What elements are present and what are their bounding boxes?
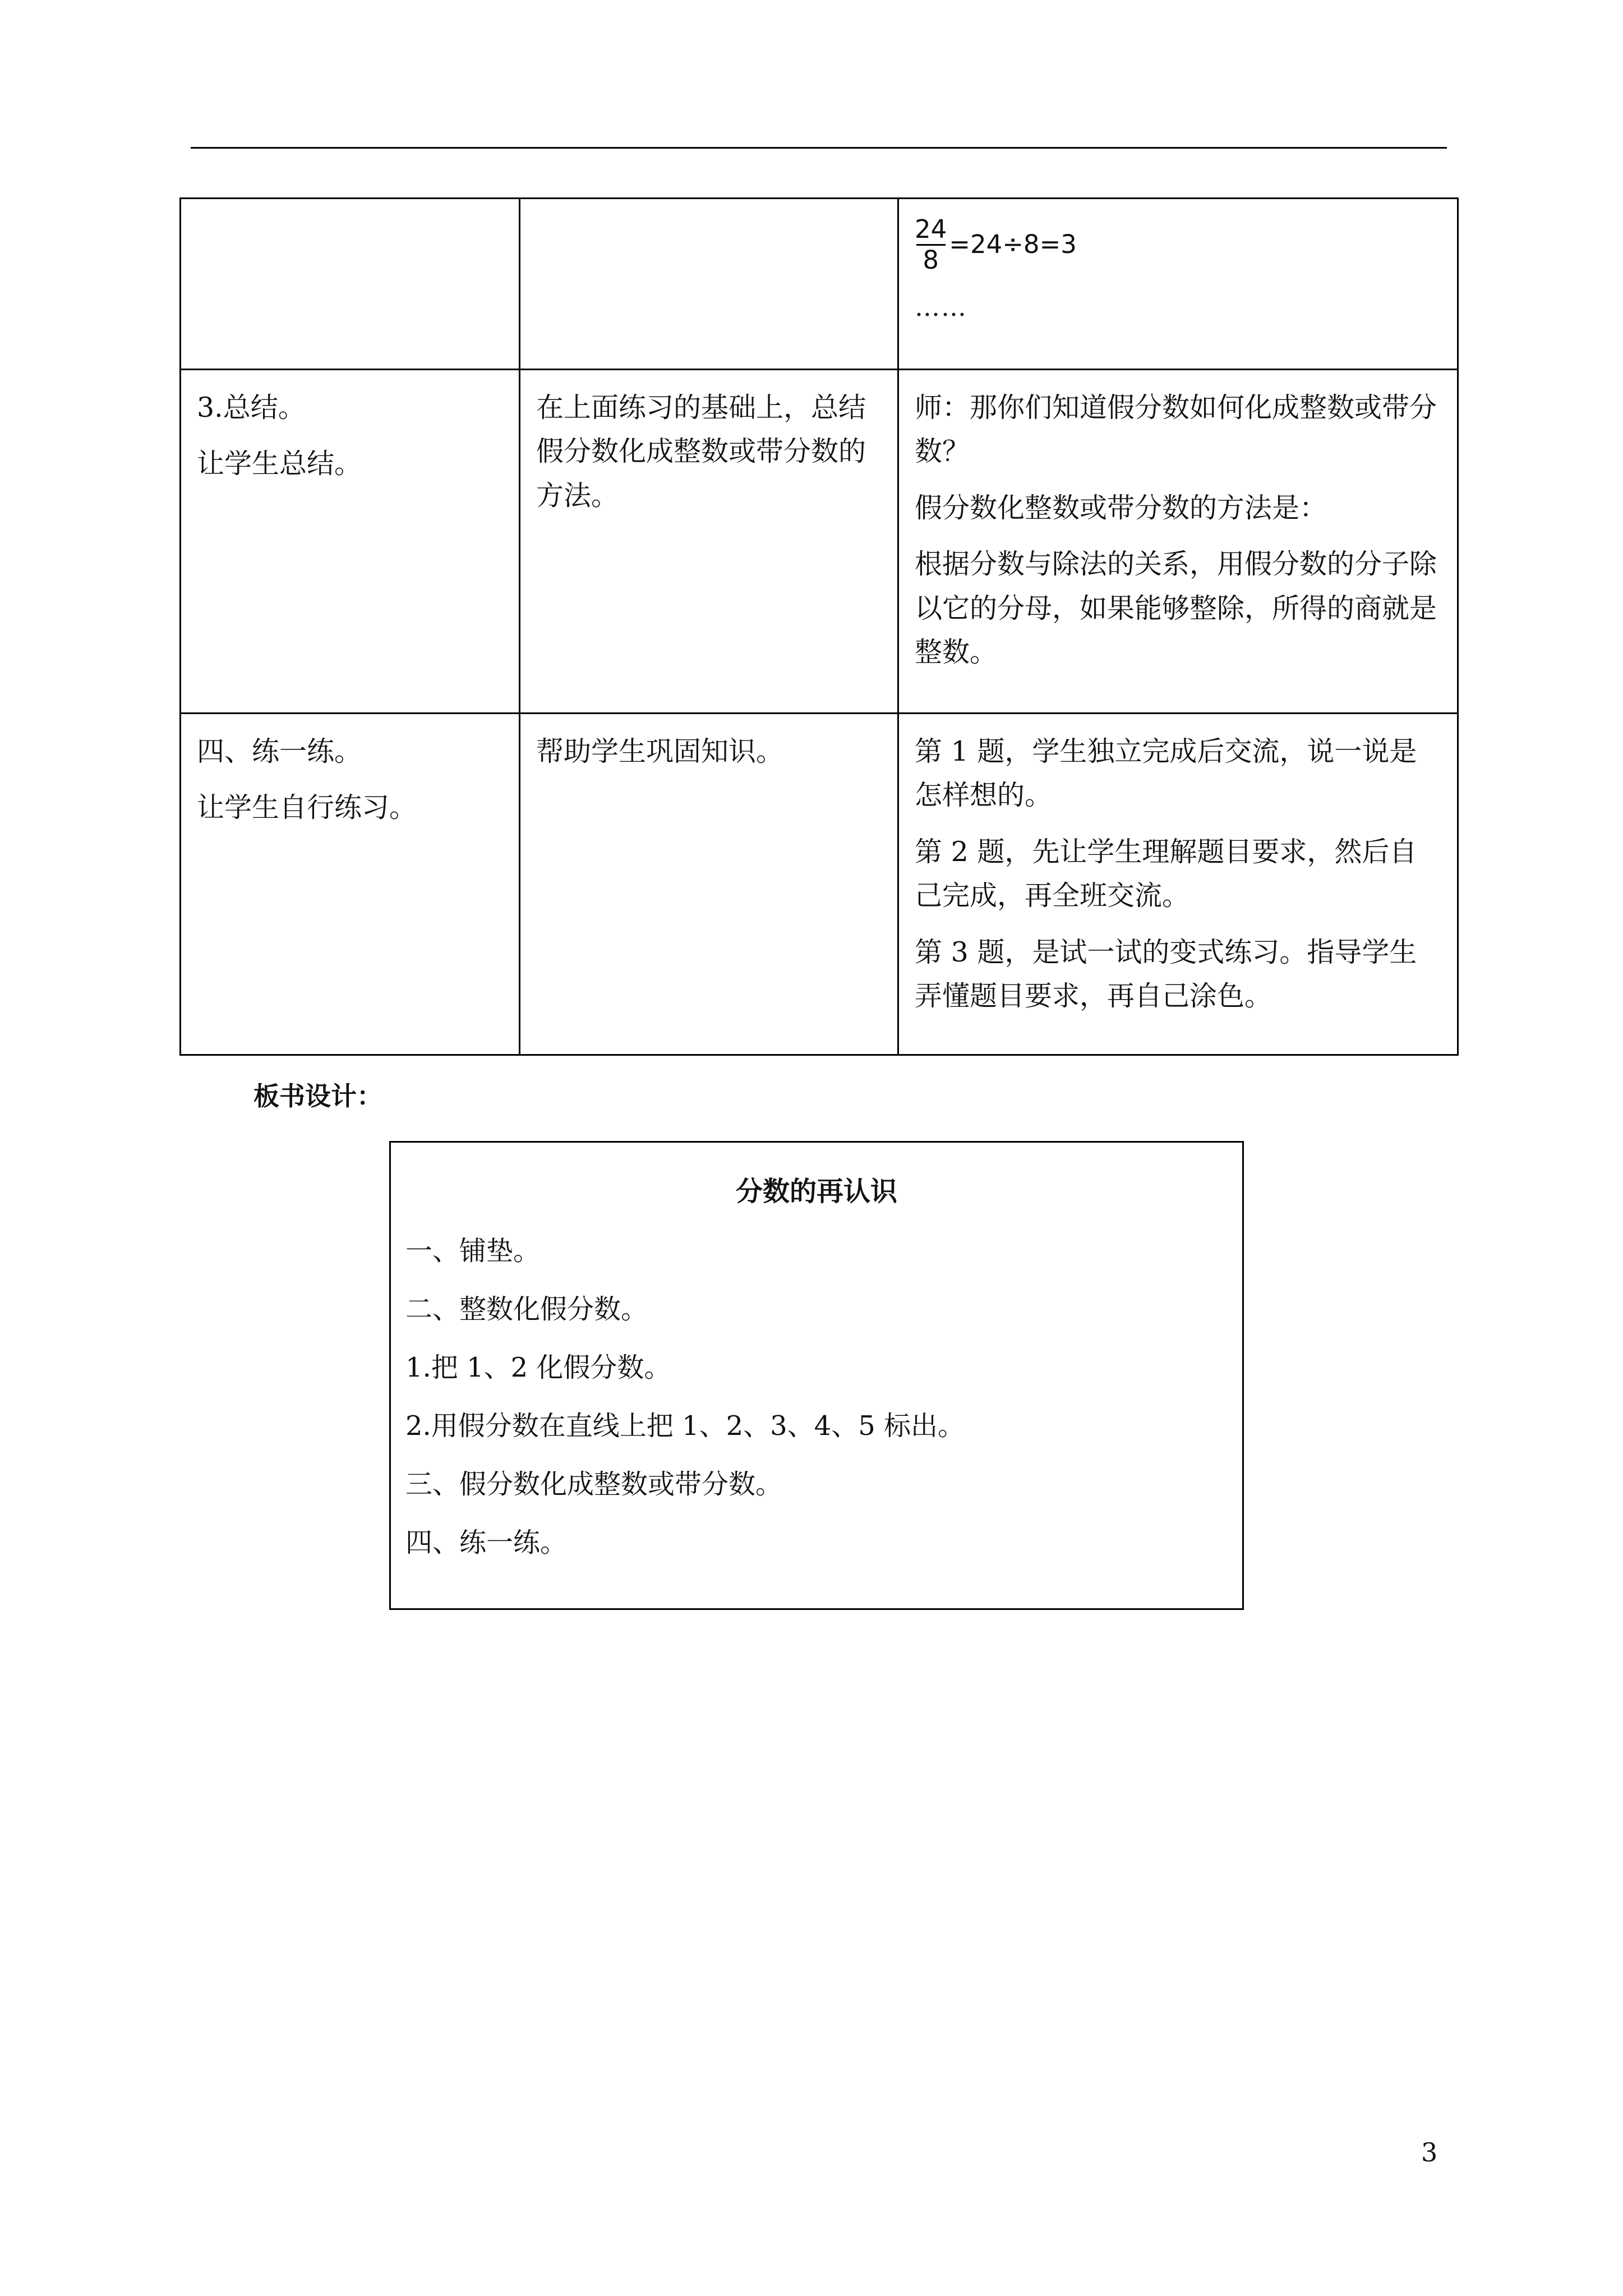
ellipsis: …… (915, 292, 967, 322)
fraction-denominator: 8 (923, 245, 939, 275)
table-row-summary (181, 370, 1458, 714)
fraction (915, 215, 947, 275)
summary-method-heading: 假分数化整数或带分数的方法是： (915, 491, 1327, 524)
board-line-3: 1.把 1、2 化假分数。 (405, 1352, 671, 1383)
board-line-1: 一、铺垫。 (405, 1235, 541, 1267)
cell-summary-intent (520, 370, 898, 714)
board-design-box (389, 1141, 1244, 1610)
cell-empty-1 (181, 199, 520, 370)
summary-method-text: 根据分数与除法的关系，用假分数的分子除以它的分母，如果能够整除，所得的商就是整数。 (915, 548, 1437, 668)
summary-activity: 让学生总结。 (197, 448, 362, 480)
fraction-equation (915, 215, 1441, 275)
summary-intent-text: 在上面练习的基础上，总结假分数化成整数或带分数的方法。 (536, 392, 866, 512)
cell-empty-2 (520, 199, 898, 370)
page-number: 3 (1421, 2137, 1438, 2168)
board-design-label: 板书设计： (253, 1081, 382, 1111)
fraction-expression: =24÷8=3 (949, 229, 1077, 260)
cell-summary-step (181, 370, 520, 714)
header-rule (191, 147, 1447, 149)
table-row-practice (181, 714, 1458, 1055)
practice-heading: 四、练一练。 (197, 735, 362, 767)
cell-practice-step (181, 714, 520, 1055)
practice-item-3: 第 3 题，是试一试的变式练习。指导学生弄懂题目要求，再自己涂色。 (915, 936, 1417, 1012)
cell-fraction (898, 199, 1458, 370)
board-title: 分数的再认识 (735, 1176, 897, 1207)
fraction-numerator: 24 (915, 214, 947, 244)
summary-question: 师：那你们知道假分数如何化成整数或带分数？ (915, 392, 1437, 468)
board-line-5: 三、假分数化成整数或带分数。 (405, 1469, 783, 1500)
table-row-fraction (181, 199, 1458, 370)
practice-item-1: 第 1 题，学生独立完成后交流，说一说是怎样想的。 (915, 735, 1417, 812)
lesson-table (179, 197, 1459, 1056)
cell-summary-process (898, 370, 1458, 714)
practice-item-2: 第 2 题，先让学生理解题目要求，然后自己完成，再全班交流。 (915, 835, 1417, 912)
cell-practice-intent (520, 714, 898, 1055)
board-line-2: 二、整数化假分数。 (405, 1294, 648, 1325)
board-line-4: 2.用假分数在直线上把 1、2、3、4、5 标出。 (405, 1410, 965, 1442)
cell-practice-process (898, 714, 1458, 1055)
board-line-6: 四、练一练。 (405, 1527, 568, 1558)
summary-heading: 3.总结。 (197, 392, 306, 424)
practice-activity: 让学生自行练习。 (197, 792, 417, 824)
practice-intent-text: 帮助学生巩固知识。 (536, 735, 784, 767)
